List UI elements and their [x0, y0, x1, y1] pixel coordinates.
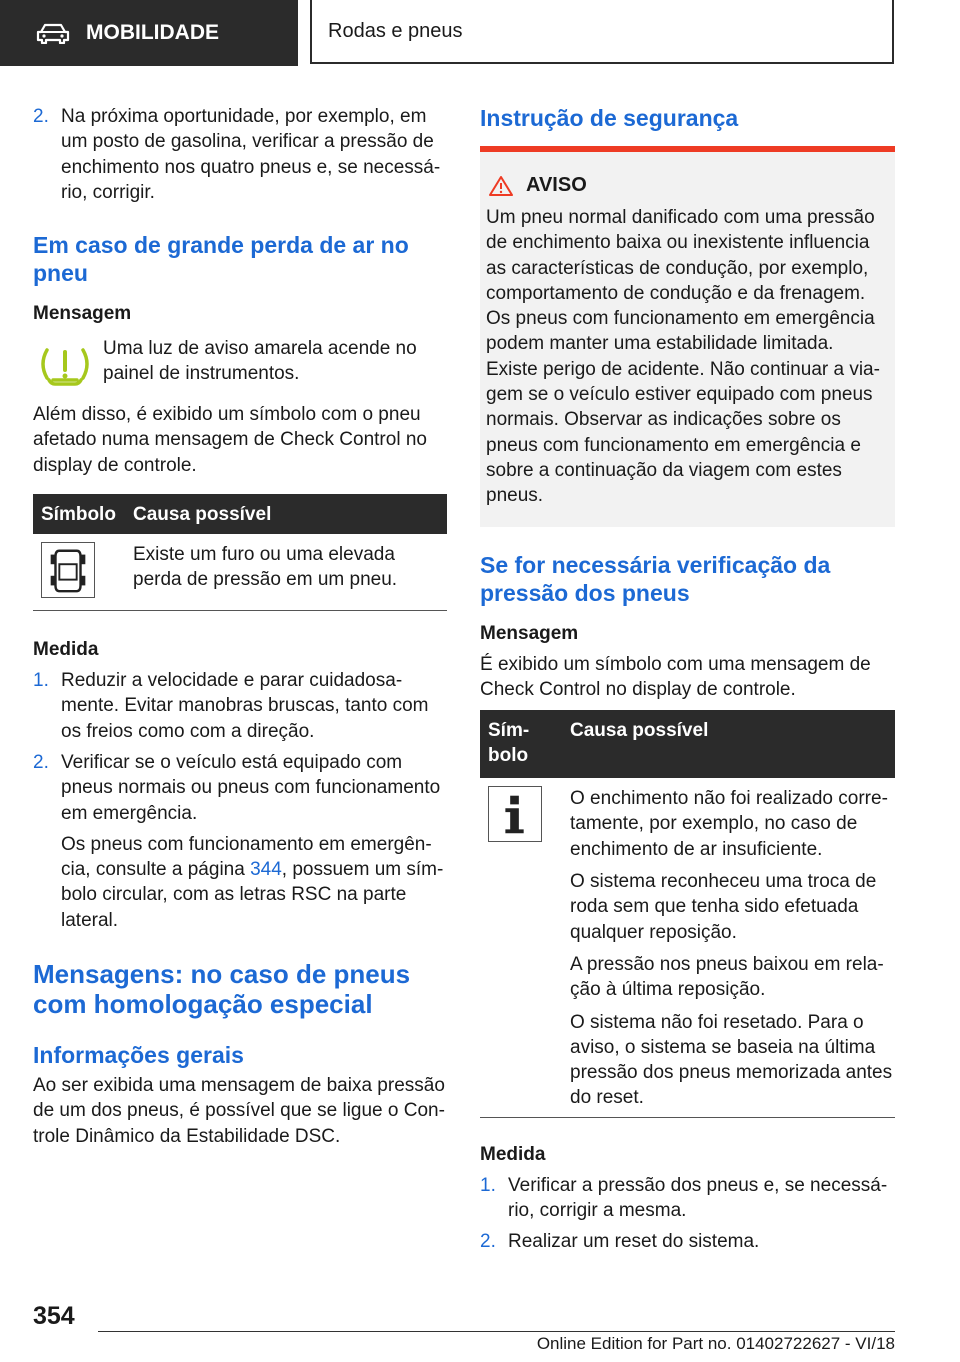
medida-label: Medida — [480, 1143, 546, 1165]
cause-text: O sistema não foi resetado. Para o aviso, o sistema se baseia na última pressão dos pneus memorizada antes do reset. — [570, 1011, 893, 1109]
table-row — [480, 778, 895, 1118]
cause-text: O enchimento não foi realizado corretamente, por exemplo, no caso de enchimento de ar insuficiente. — [570, 788, 888, 860]
list-text: Reduzir a velocidade e parar cuidadosamente. Evitar manobras bruscas, tanto com os freios como com a direção. — [61, 670, 429, 742]
page-link[interactable]: 344 — [250, 859, 282, 881]
page-footer — [0, 1300, 960, 1362]
tire-pressure-warning-icon — [37, 340, 93, 390]
message-text: Uma luz de aviso amarela acende no painel de instrumentos. — [103, 338, 417, 385]
list-number: 2. — [33, 106, 49, 127]
heading-safety: Instrução de segurança — [480, 105, 739, 131]
symbol-table — [33, 494, 447, 611]
table-header — [480, 710, 895, 778]
message-label: Mensagem — [480, 622, 579, 644]
list-text: , possuem um símbolo circular, com as letras RSC na parte lateral. — [61, 859, 444, 931]
warning-text: Um pneu normal danificado com uma pressão de enchimento baixa ou inexistente influencia as características de condução, por exemplo, comportamento de condução e da frenagem. Os pneus com funcionamento em emergência podem manter uma estabilidade limitada. Existe perigo de acidente. Não continuar a viagem se o veículo estiver equipado com pneus normais. Observar as indicações sobre os pneus com funcionamento em emergência e sobre a continuação da viagem com estes pneus. — [486, 207, 880, 507]
medida-label: Medida — [33, 639, 99, 661]
list-text: Verificar se o veículo está equipado com pneus normais ou pneus com funcionamento em emergência. — [61, 751, 441, 824]
warning-title — [486, 174, 889, 197]
list-number: 1. — [480, 1174, 496, 1196]
warning-label: AVISO — [526, 174, 587, 196]
cause-text: A pressão nos pneus baixou em relação à última reposição. — [570, 953, 884, 1001]
list-item — [33, 668, 447, 744]
edition-text: Online Edition for Part no. 01402722627 - VI/18 — [536, 1334, 895, 1353]
warning-box — [480, 146, 895, 527]
footer-divider — [98, 1331, 895, 1332]
table-row — [33, 534, 447, 611]
heading-check-pressure: Se for necessária verificação da pressão dos pneus — [480, 551, 831, 606]
list-item-extra — [33, 832, 447, 933]
also-text: Além disso, é exibido um símbolo com o pneu afetado numa mensagem de Check Control no display de controle. — [33, 404, 427, 476]
table-cell-cause: Existe um furo ou uma elevada perda de pressão em um pneu. — [133, 544, 398, 591]
section-tab — [0, 0, 298, 66]
right-column — [480, 100, 895, 1255]
list-text: Realizar um reset do sistema. — [508, 1231, 760, 1253]
table-header-cause: Causa possível — [570, 720, 709, 742]
message-block — [33, 336, 447, 390]
table-cell-symbol — [480, 786, 570, 1111]
section-title: MOBILIDADE — [86, 21, 219, 44]
warning-triangle-icon — [488, 175, 514, 197]
list-text: Verificar a pressão dos pneus e, se necessário, corrigir a mesma. — [508, 1174, 888, 1222]
heading-general-info: Informações gerais — [33, 1042, 244, 1069]
message-text: É exibido um símbolo com uma mensagem de Check Control no display de controle. — [480, 653, 871, 700]
tire-puncture-icon — [41, 542, 95, 598]
chapter-tab — [310, 0, 894, 64]
heading-air-loss: Em caso de grande perda de ar no pneu — [33, 232, 409, 287]
table-header — [33, 494, 447, 534]
table-header-symbol: Símbolo — [41, 503, 116, 525]
car-icon — [36, 22, 70, 44]
table-cell-symbol — [33, 542, 133, 598]
chapter-title: Rodas e pneus — [328, 19, 463, 42]
heading-special-tires: Mensagens: no caso de pneus com homologação especial — [33, 959, 411, 1020]
list-text: Os pneus com funcionamento em emergência, consulte a página — [61, 833, 432, 881]
left-column — [33, 100, 447, 1149]
list-item — [480, 1173, 895, 1224]
list-item — [33, 104, 447, 205]
message-label: Mensagem — [33, 303, 132, 325]
page-number: 354 — [33, 1302, 75, 1330]
list-number: 1. — [33, 670, 49, 692]
list-item — [480, 1229, 895, 1254]
info-icon — [488, 786, 542, 842]
symbol-table — [480, 710, 895, 1118]
list-number: 2. — [33, 751, 49, 773]
list-number: 2. — [480, 1231, 496, 1253]
table-header-symbol: Sím- bolo — [488, 720, 530, 767]
cause-text: O sistema reconheceu uma troca de roda sem que tenha sido efetuada qualquer reposição. — [570, 871, 877, 943]
list-item — [33, 750, 447, 826]
info-text: Ao ser exibida uma mensagem de baixa pressão de um dos pneus, é possível que se ligue o Controle Dinâmico da Estabilidade DSC. — [33, 1075, 445, 1147]
table-header-cause: Causa possível — [133, 503, 272, 525]
page-header — [0, 0, 960, 66]
table-cell-cause — [570, 786, 895, 1111]
list-text: Na próxima oportunidade, por exemplo, em um posto de gasolina, verificar a pressão de enchimento nos quatro pneus e, se necessário, corrigir. — [61, 106, 441, 203]
